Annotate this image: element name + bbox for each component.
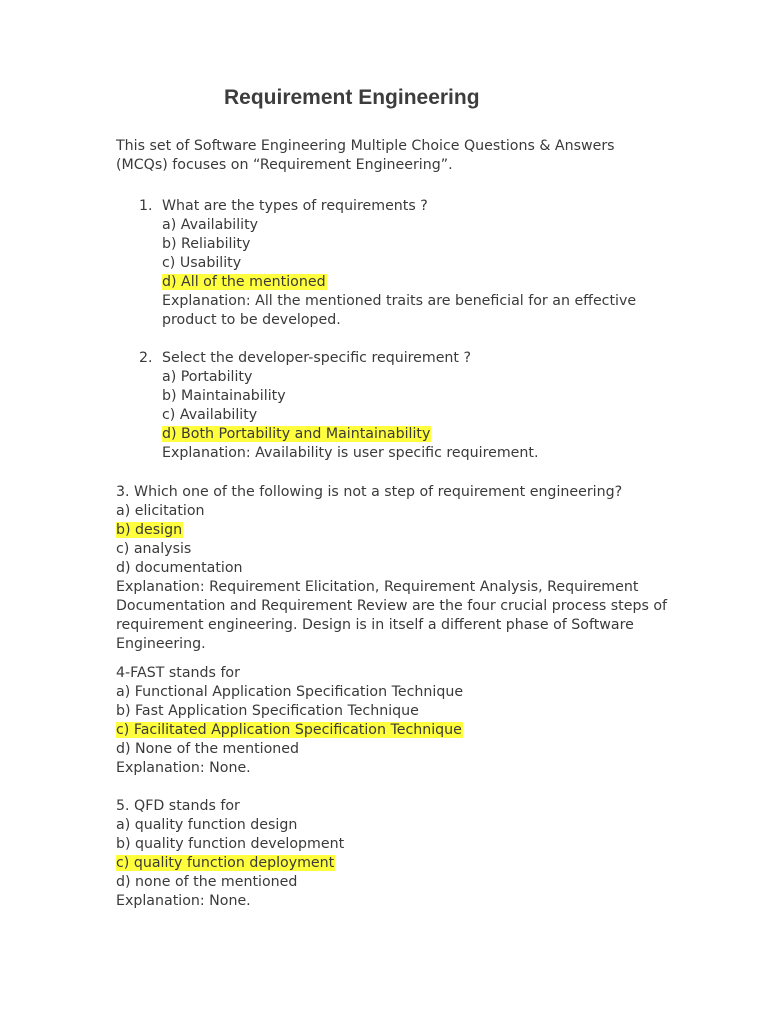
q5-answer-highlighted: c) quality function deployment <box>116 855 335 871</box>
page-title: Requirement Engineering <box>224 86 480 109</box>
q4-explanation: Explanation: None. <box>116 760 251 776</box>
q2-option-a: a) Portability <box>162 369 253 385</box>
q2-question: Select the developer-specific requirement ? <box>162 350 472 366</box>
q4-option-d: d) None of the mentioned <box>116 741 300 757</box>
question-3 <box>116 483 667 654</box>
q3-explanation-line: Engineering. <box>116 636 206 652</box>
q1-explanation-line: Explanation: All the mentioned traits are beneficial for an effective <box>162 293 637 309</box>
q2-explanation: Explanation: Availability is user specific requirement. <box>162 445 539 461</box>
q3-option-d: d) documentation <box>116 560 243 576</box>
q5-explanation: Explanation: None. <box>116 893 251 909</box>
q4-option-a: a) Functional Application Specification Technique <box>116 684 464 700</box>
q2-option-c: c) Availability <box>162 407 258 423</box>
q1-option-b: b) Reliability <box>162 236 251 252</box>
intro-line: (MCQs) focuses on “Requirement Engineering”. <box>116 157 453 173</box>
q3-explanation-line: requirement engineering. Design is in itself a different phase of Software <box>116 617 634 633</box>
intro-paragraph <box>116 137 615 175</box>
q1-option-a: a) Availability <box>162 217 259 233</box>
q3-option-a: a) elicitation <box>116 503 205 519</box>
q1-option-c: c) Usability <box>162 255 242 271</box>
q2-answer-highlighted: d) Both Portability and Maintainability <box>162 426 431 442</box>
q5-option-b: b) quality function development <box>116 836 345 852</box>
q3-answer-highlighted: b) design <box>116 522 183 538</box>
q5-option-a: a) quality function design <box>116 817 298 833</box>
q1-number: 1. <box>139 198 153 214</box>
q4-question: 4-FAST stands for <box>116 665 240 681</box>
question-5 <box>116 797 344 911</box>
q5-option-d: d) none of the mentioned <box>116 874 298 890</box>
q1-explanation-line: product to be developed. <box>162 312 341 328</box>
intro-line: This set of Software Engineering Multiple Choice Questions & Answers <box>116 138 615 154</box>
question-2 <box>162 349 538 463</box>
q1-question: What are the types of requirements ? <box>162 198 428 214</box>
q4-option-b: b) Fast Application Specification Technique <box>116 703 419 719</box>
q3-explanation-line: Documentation and Requirement Review are the four crucial process steps of <box>116 598 668 614</box>
q3-explanation-line: Explanation: Requirement Elicitation, Requirement Analysis, Requirement <box>116 579 639 595</box>
q2-number: 2. <box>139 350 153 366</box>
q3-option-c: c) analysis <box>116 541 192 557</box>
q5-question: 5. QFD stands for <box>116 798 240 814</box>
q2-option-b: b) Maintainability <box>162 388 286 404</box>
q1-answer-highlighted: d) All of the mentioned <box>162 274 326 290</box>
question-1 <box>162 197 636 330</box>
question-4 <box>116 664 463 778</box>
q3-question: 3. Which one of the following is not a step of requirement engineering? <box>116 484 623 500</box>
q4-answer-highlighted: c) Facilitated Application Specification Technique <box>116 722 462 738</box>
